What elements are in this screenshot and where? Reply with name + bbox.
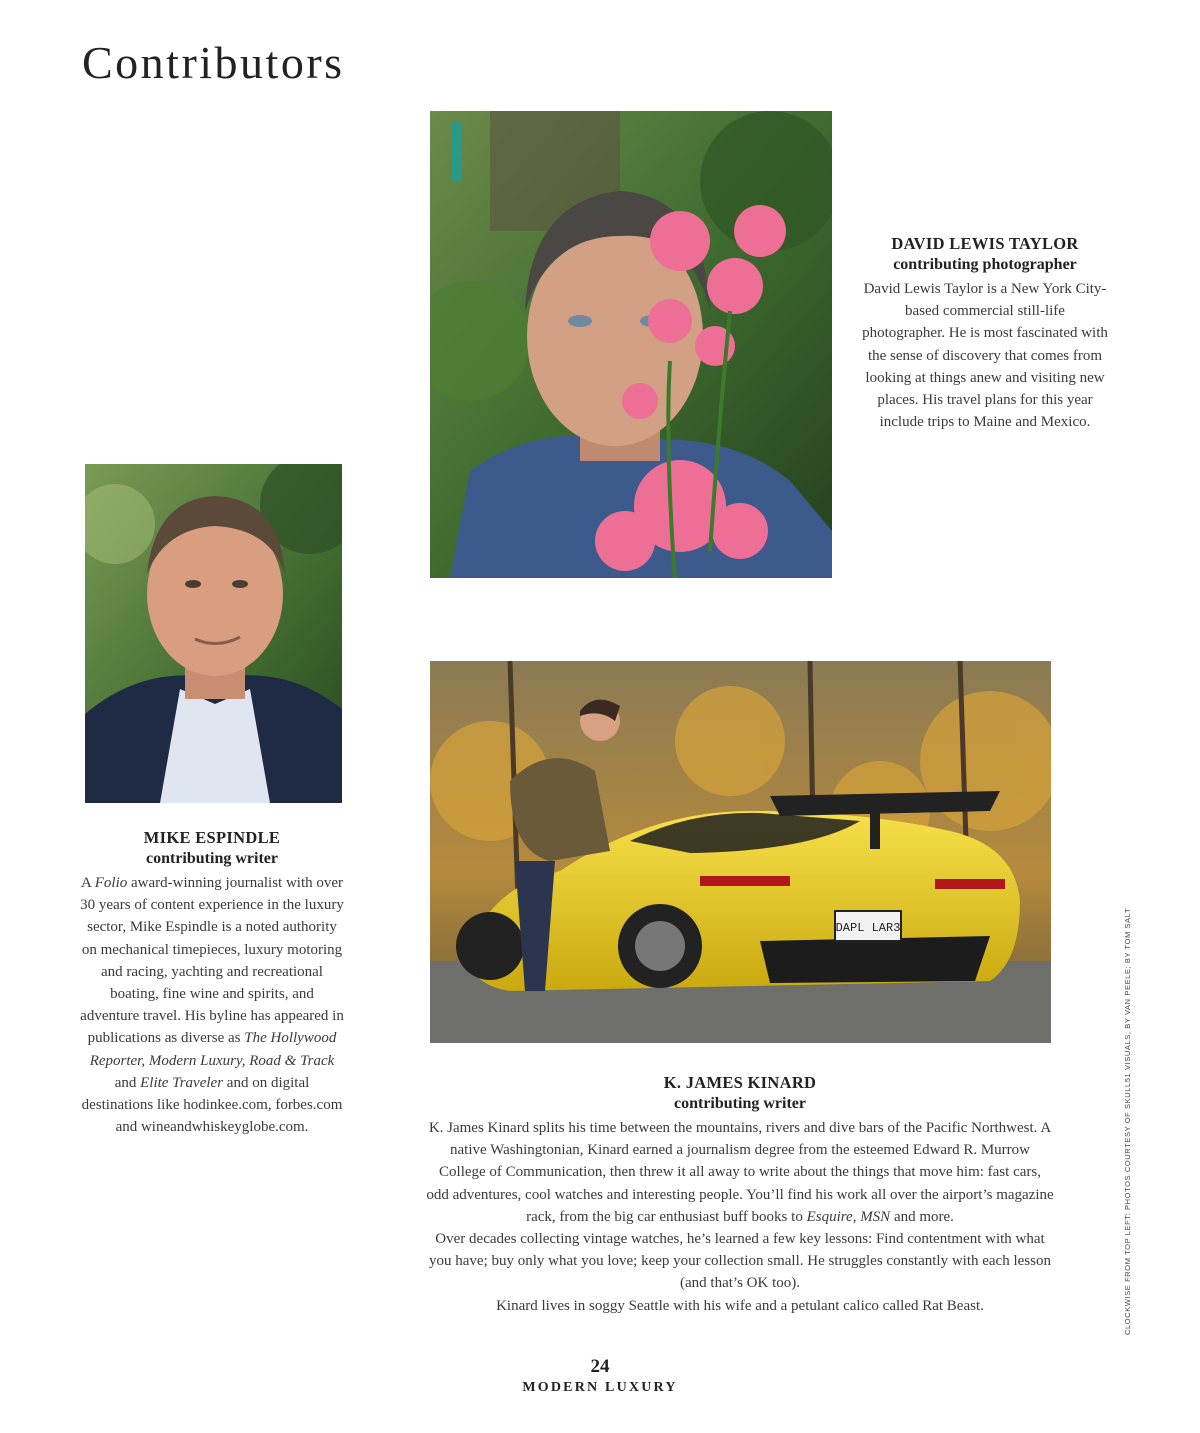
folio (500, 1356, 700, 1396)
page-title: Contributors (82, 37, 345, 88)
contributor-bio: A Folio award-winning journalist with over 30 years of content experience in the luxury sector, Mike Espindle is a noted authority on mechanical timepieces, luxury motoring and racing, yachting and recreational boating, fine wine and spirits, and adventure travel. His byline has appeared in publications as diverse as The Hollywood Reporter, Modern Luxury, Road & Track and Elite Traveler and on digital destinations like hodinkee.com, forbes.com and wineandwhiskeyglobe.com. (80, 875, 344, 1136)
photo-david-lewis-taylor (430, 111, 832, 578)
bio-david-lewis-taylor (862, 234, 1108, 433)
photo-k-james-kinard (430, 661, 1051, 1043)
photo-credit: CLOCKWISE FROM TOP LEFT: PHOTOS COURTESY OF SKULL51 VISUALS; BY VAN PEELE; BY TOM SALT (1123, 907, 1132, 1335)
page-number: 24 (590, 1356, 610, 1377)
contributor-role: contributing photographer (893, 256, 1077, 273)
contributor-name: DAVID LEWIS TAYLOR (891, 234, 1079, 253)
bio-mike-espindle (80, 828, 344, 1138)
bio-k-james-kinard (426, 1073, 1054, 1317)
license-plate: DAPL LAR3 (835, 921, 901, 935)
contributor-bio-paragraph: Kinard lives in soggy Seattle with his wife and a petulant calico called Rat Beast. (496, 1297, 984, 1314)
contributor-bio-paragraph: K. James Kinard splits his time between the mountains, rivers and dive bars of the Pacific Northwest. A native Washingtonian, Kinard earned a journalism degree from the esteemed Edward R. Murrow College of Communication, then threw it all away to write about the things that move him: fast cars, odd adventures, cool watches and interesting people. You’ll find his work all over the airport’s magazine rack, from the big car enthusiast buff books to Esquire, MSN and more. (426, 1120, 1054, 1225)
contributor-role: contributing writer (674, 1095, 806, 1112)
magazine-name: MODERN LUXURY (522, 1380, 678, 1395)
contributor-role: contributing writer (146, 850, 278, 867)
contributor-bio: David Lewis Taylor is a New York City-based commercial still-life photographer. He is most fascinated with the sense of discovery that comes from looking at things anew and visiting new places. His travel plans for this year include trips to Maine and Mexico. (862, 281, 1108, 431)
contributor-bio-paragraph: Over decades collecting vintage watches, he’s learned a few key lessons: Find contentment with what you have; buy only what you love; keep your collection small. He struggles constantly with each lesson (and that’s OK too). (429, 1231, 1051, 1292)
contributor-name: K. JAMES KINARD (663, 1073, 817, 1092)
photo-mike-espindle (85, 464, 342, 803)
contributor-name: MIKE ESPINDLE (143, 828, 281, 847)
